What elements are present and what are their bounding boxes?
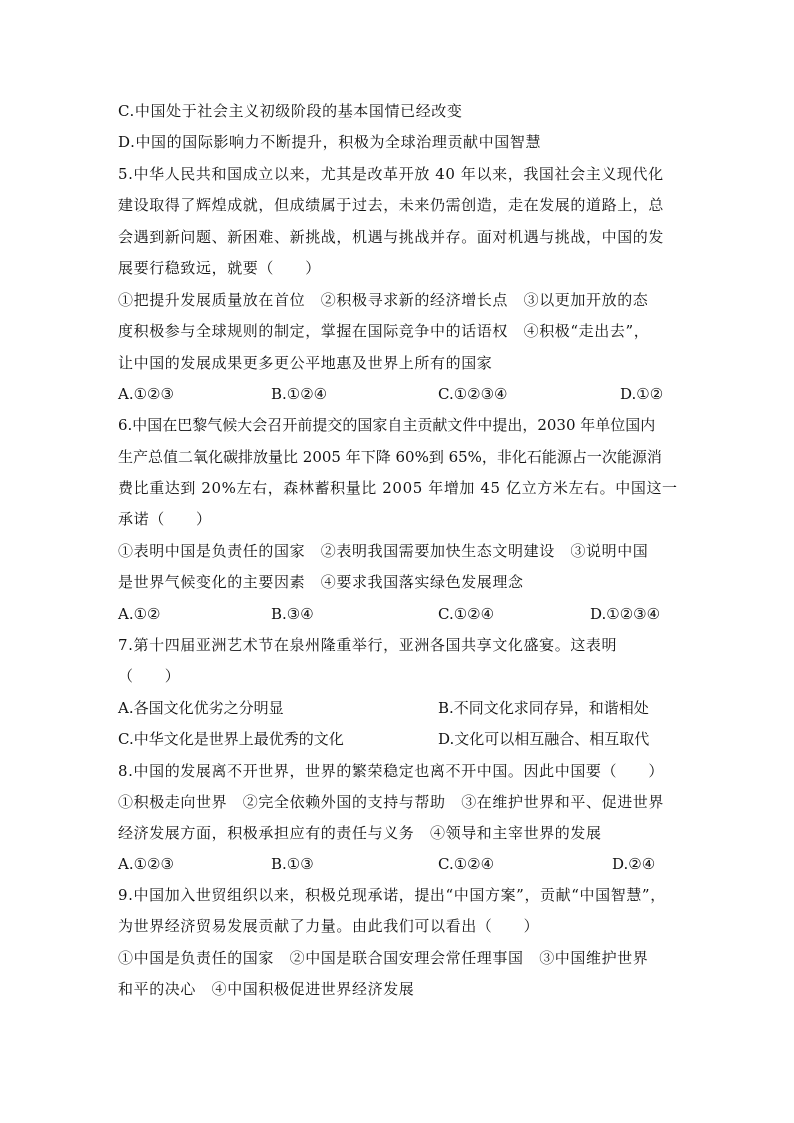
question-8-statements-1: ①积极走向世界 ②完全依赖外国的支持与帮助 ③在维护世界和平、促进世界 xyxy=(118,793,665,811)
q6-option-c: C.①②④ xyxy=(438,605,495,623)
question-9-statements-1: ①中国是负责任的国家 ②中国是联合国安理会常任理事国 ③中国维护世界 xyxy=(118,949,649,967)
question-6-line-4: 承诺（ ） xyxy=(118,510,212,528)
question-5-statements-1: ①把提升发展质量放在首位 ②积极寻求新的经济增长点 ③以更加开放的态 xyxy=(118,291,649,309)
question-5-line-2: 建设取得了辉煌成就，但成绩属于过去，未来仍需创造，走在发展的道路上，总 xyxy=(118,196,665,214)
q5-option-d: D.①② xyxy=(620,385,664,403)
q5-option-b: B.①②④ xyxy=(271,385,328,403)
question-7-line-2: （ ） xyxy=(118,667,181,685)
q8-option-b: B.①③ xyxy=(271,855,314,873)
q6-option-a: A.①② xyxy=(118,605,161,623)
question-7-line-1: 7.第十四届亚洲艺术节在泉州隆重举行，亚洲各国共享文化盛宴。这表明 xyxy=(118,636,618,654)
question-9-line-1: 9.中国加入世贸组织以来，积极兑现承诺，提出“中国方案”，贡献“中国智慧”， xyxy=(118,886,666,904)
q7-option-d: D.文化可以相互融合、相互取代 xyxy=(438,730,650,748)
q5-option-a: A.①②③ xyxy=(118,385,174,403)
question-9-line-2: 为世界经济贸易发展贡献了力量。由此我们可以看出（ ） xyxy=(118,917,540,935)
q8-option-d: D.②④ xyxy=(612,855,656,873)
question-9-statements-2: 和平的决心 ④中国积极促进世界经济发展 xyxy=(118,980,415,998)
question-5-line-1: 5.中华人民共和国成立以来，尤其是改革开放 40 年以来，我国社会主义现代化 xyxy=(118,165,664,183)
option-d-q4: D.中国的国际影响力不断提升，积极为全球治理贡献中国智慧 xyxy=(118,133,542,151)
q7-option-b: B.不同文化求同存异，和谐相处 xyxy=(438,699,649,717)
q5-option-c: C.①②③④ xyxy=(438,385,508,403)
q7-option-c: C.中华文化是世界上最优秀的文化 xyxy=(118,730,344,748)
question-6-line-1: 6.中国在巴黎气候大会召开前提交的国家自主贡献文件中提出，2030 年单位国内 xyxy=(118,416,656,434)
q8-option-a: A.①②③ xyxy=(118,855,174,873)
option-c-q4: C.中国处于社会主义初级阶段的基本国情已经改变 xyxy=(118,102,463,120)
question-6-line-3: 费比重达到 20%左右，森林蓄积量比 2005 年增加 45 亿立方米左右。中国这一 xyxy=(118,479,678,497)
q6-option-d: D.①②③④ xyxy=(590,605,661,623)
question-5-statements-3: 让中国的发展成果更多更公平地惠及世界上所有的国家 xyxy=(118,354,493,372)
q7-option-a: A.各国文化优劣之分明显 xyxy=(118,699,284,717)
question-6-statements-1: ①表明中国是负责任的国家 ②表明我国需要加快生态文明建设 ③说明中国 xyxy=(118,542,649,560)
question-5-line-3: 会遇到新问题、新困难、新挑战，机遇与挑战并存。面对机遇与挑战，中国的发 xyxy=(118,228,665,246)
q6-option-b: B.③④ xyxy=(271,605,314,623)
question-5-line-4: 展要行稳致远，就要（ ） xyxy=(118,259,321,277)
question-6-line-2: 生产总值二氧化碳排放量比 2005 年下降 60%到 65%，非化石能源占一次能源消 xyxy=(118,448,662,466)
question-8-statements-2: 经济发展方面，积极承担应有的责任与义务 ④领导和主宰世界的发展 xyxy=(118,824,602,842)
question-8-line-1: 8.中国的发展离不开世界，世界的繁荣稳定也离不开中国。因此中国要（ ） xyxy=(118,762,664,780)
question-6-statements-2: 是世界气候变化的主要因素 ④要求我国落实绿色发展理念 xyxy=(118,573,524,591)
question-5-statements-2: 度积极参与全球规则的制定，掌握在国际竞争中的话语权 ④积极“走出去”， xyxy=(118,322,650,340)
q8-option-c: C.①②④ xyxy=(438,855,495,873)
